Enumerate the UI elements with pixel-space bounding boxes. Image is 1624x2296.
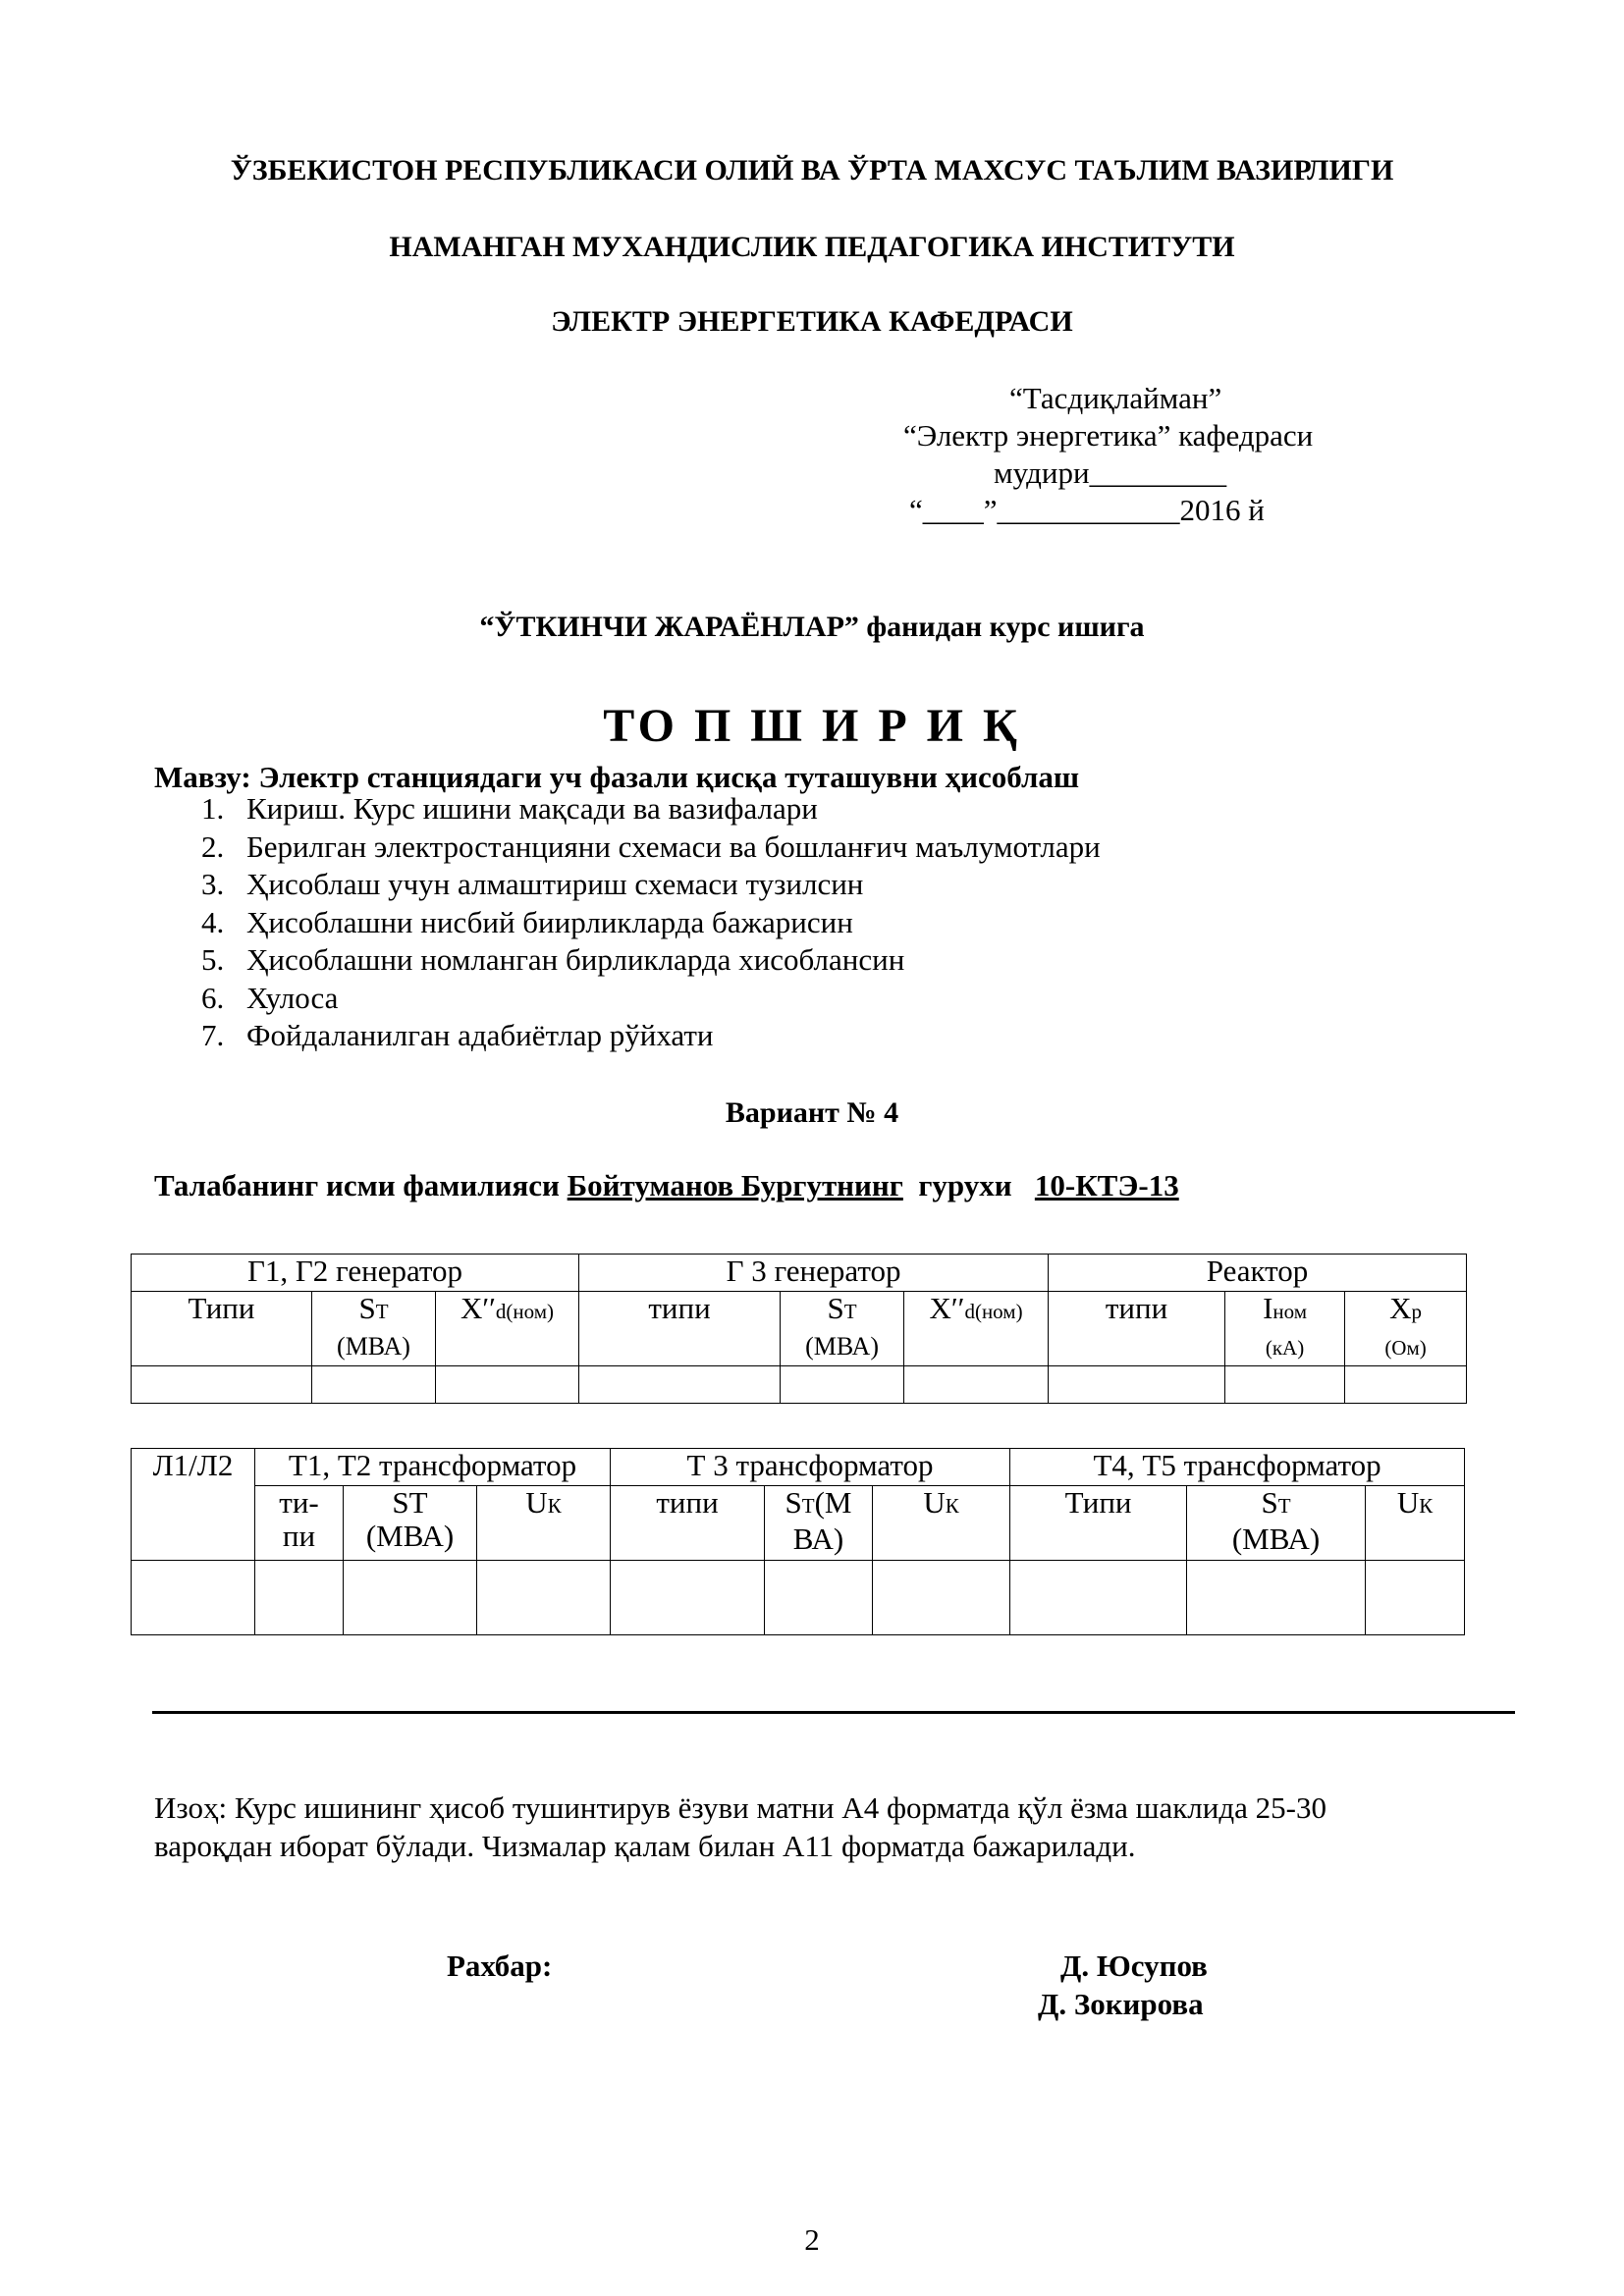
note-line-1: Изоҳ: Курс ишининг ҳисоб тушинтирув ёзуви матни А4 форматда қўл ёзма шаклида 25-30 [154,1790,1326,1825]
group-header-t4-t5: Т4, Т5 трансформатор [1010,1449,1465,1486]
data-cell [873,1561,1010,1635]
note-paragraph [154,1789,1529,1865]
data-cell [904,1366,1049,1404]
data-cell [765,1561,873,1635]
institute-heading: НАМАНГАН МУХАНДИСЛИК ПЕДАГОГИКА ИНСТИТУТИ [389,231,1235,263]
supervisor-label: Рахбар: [447,1949,553,1983]
list-item: 7. Фойдаланилган адабиётлар рўйхати [201,1018,714,1052]
col-header-xd: X′′d(ном) [904,1292,1049,1366]
col-header-type: типи [579,1292,781,1366]
transformer-table [131,1448,1465,1635]
col-header-xr: Xр (Ом) [1345,1292,1467,1366]
col-header-uk: UК [477,1486,611,1561]
student-label: Талабанинг исми фамилияси [154,1168,560,1202]
generator-reactor-table [131,1254,1467,1404]
list-item: 3. Ҳисоблаш учун алмаштириш схемаси тузилсин [201,867,864,901]
approval-line-1: “Тасдиқлайман” [1009,381,1222,415]
group-header-g1-g2: Г1, Г2 генератор [132,1255,579,1292]
data-cell [344,1561,477,1635]
ministry-heading: ЎЗБЕКИСТОН РЕСПУБЛИКАСИ ОЛИЙ ВА ЎРТА МАХСУС ТАЪЛИМ ВАЗИРЛИГИ [230,154,1394,187]
course-heading: “ЎТКИНЧИ ЖАРАЁНЛАР” фанидан курс ишига [479,611,1145,643]
horizontal-divider [152,1711,1515,1714]
supervisor-name-2: Д. Зокирова [1038,1987,1204,2021]
col-header-st: SТ (МВА) [312,1292,436,1366]
data-cell [579,1366,781,1404]
data-cell [132,1561,255,1635]
student-name: Бойтуманов Бургутнинг [567,1168,903,1202]
col-header-uk: UК [873,1486,1010,1561]
list-item: 6. Хулоса [201,980,339,1015]
group-value: 10-КТЭ-13 [1034,1168,1179,1202]
approval-block [884,380,1394,529]
group-header-g3: Г 3 генератор [579,1255,1049,1292]
col-header-st: ST (МВА) [344,1486,477,1561]
data-cell [312,1366,436,1404]
data-cell [132,1366,312,1404]
task-list [201,790,1101,1055]
page-number: 2 [804,2222,820,2257]
col-header-st: SТ(М ВА) [765,1486,873,1561]
group-header-reactor: Реактор [1049,1255,1467,1292]
col-header-type: типи [611,1486,765,1561]
group-label: гурухи [918,1168,1012,1202]
table-row [132,1366,1467,1404]
group-header-t1-t2: Т1, Т2 трансформатор [255,1449,611,1486]
col-header-type: Типи [1010,1486,1187,1561]
data-cell [1366,1561,1465,1635]
list-item: 2. Берилган электростанцияни схемаси ва бошланғич маълумотлари [201,828,1101,864]
data-cell [611,1561,765,1635]
col-header-xd: X′′d(ном) [436,1292,579,1366]
data-cell [255,1561,344,1635]
supervisor-name-1: Д. Юсупов [1060,1949,1208,1983]
topic-line: Мавзу: Электр станциядаги уч фазали қисқа туташувни ҳисоблаш [154,760,1080,794]
data-cell [1010,1561,1187,1635]
list-item: 5. Ҳисоблашни номланган бирликларда хисоблансин [201,942,905,977]
approval-line-4: “____”____________2016 й [909,493,1265,527]
variant-heading: Вариант № 4 [725,1096,899,1129]
data-cell [1225,1366,1345,1404]
col-header-line: Л1/Л2 [132,1449,255,1561]
list-item: 4. Ҳисоблашни нисбий биирликларда бажарисин [201,904,853,939]
col-header-type: Типи [132,1292,312,1366]
group-header-t3: Т 3 трансформатор [611,1449,1010,1486]
col-header-type: типи [1049,1292,1225,1366]
note-line-2: вароқдан иборат бўлади. Чизмалар қалам билан А11 форматда бажарилади. [154,1829,1136,1863]
col-header-type: ти- пи [255,1486,344,1561]
list-item: 1. Кириш. Курс ишини мақсади ва вазифалари [201,791,818,826]
col-header-uk: UК [1366,1486,1465,1561]
table-row [132,1561,1465,1635]
approval-line-3: мудири_________ [994,455,1227,490]
data-cell [1187,1561,1366,1635]
department-heading: ЭЛЕКТР ЭНЕРГЕТИКА КАФЕДРАСИ [551,305,1073,338]
col-header-st: SТ (МВА) [781,1292,904,1366]
student-line [154,1168,1179,1203]
document-title: ТО П Ш И Р И Қ [603,700,1021,752]
col-header-st: SТ (МВА) [1187,1486,1366,1561]
data-cell [477,1561,611,1635]
col-header-inom: Iном (кА) [1225,1292,1345,1366]
approval-line-2: “Электр энергетика” кафедраси [903,418,1314,453]
data-cell [1345,1366,1467,1404]
data-cell [1049,1366,1225,1404]
data-cell [781,1366,904,1404]
data-cell [436,1366,579,1404]
